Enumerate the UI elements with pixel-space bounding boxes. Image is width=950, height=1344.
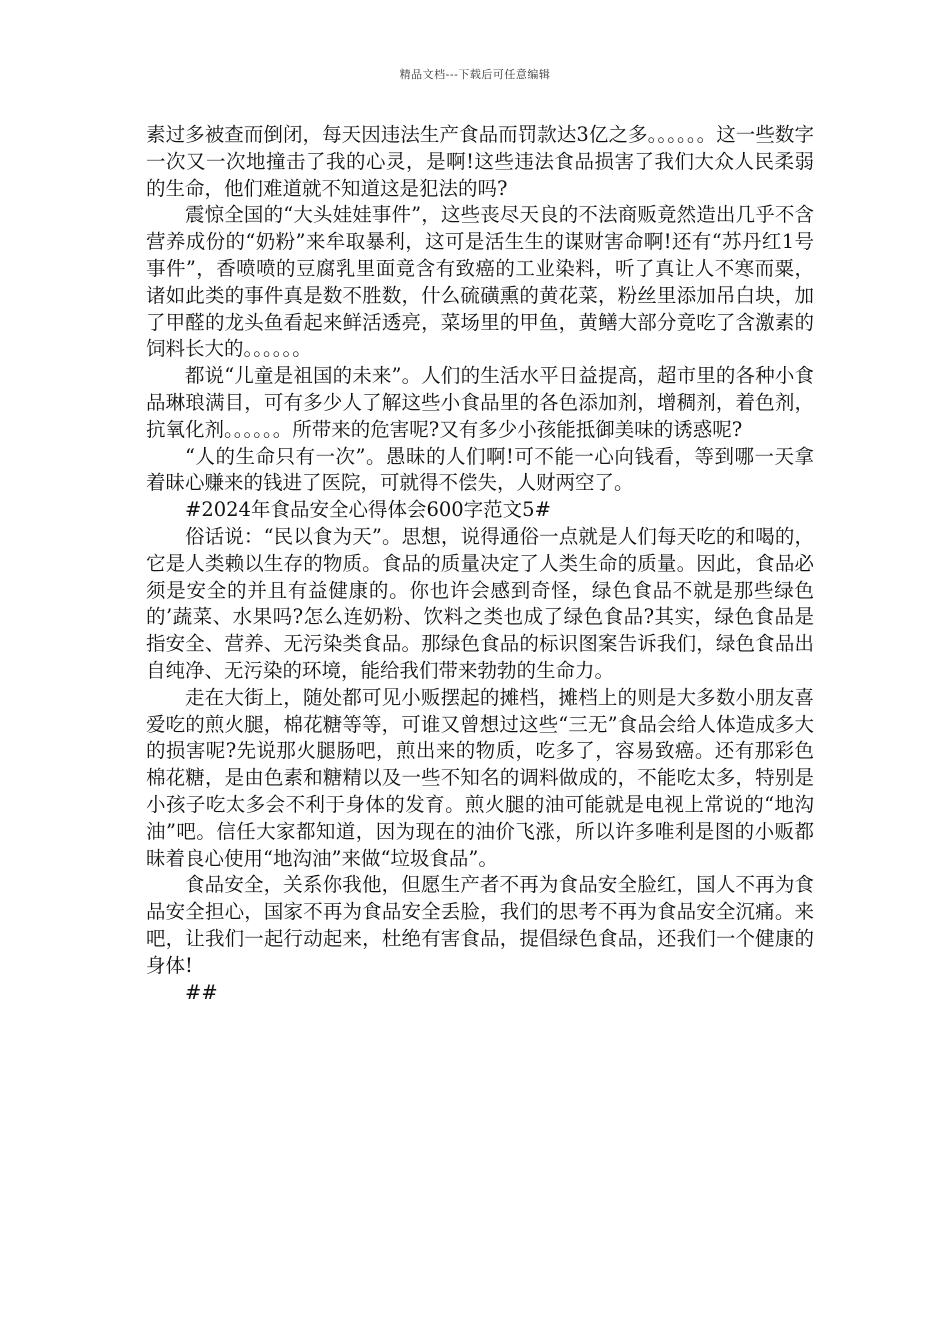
paragraph: “人的生命只有一次”。愚昧的人们啊!可不能一心向钱看，等到哪一天拿着昧心赚来的钱进了医院，可就得不偿失，人财两空了。 [146, 444, 814, 495]
document-body [146, 122, 814, 1006]
paragraph: 食品安全，关系你我他，但愿生产者不再为食品安全脸红，国人不再为食品安全担心，国家不再为食品安全丢脸，我们的思考不再为食品安全沉痛。来吧，让我们一起行动起来，杜绝有害食品，提倡绿色食品，还我们一个健康的身体! [146, 873, 814, 977]
page-header: 精品文档---下载后可任意编辑 [399, 68, 551, 81]
paragraph-continuation: 素过多被查而倒闭，每天因违法生产食品而罚款达3亿之多。。。。。。这一些数字一次又一次地撞击了我的心灵，是啊!这些违法食品损害了我们大众人民柔弱的生命，他们难道就不知道这是犯法的吗? [146, 123, 814, 200]
paragraph: 俗话说：“民以食为天”。思想，说得通俗一点就是人们每天吃的和喝的，它是人类赖以生存的物质。食品的质量决定了人类生命的质量。因此，食品必须是安全的并且有益健康的。你也许会感到奇怪，绿色食品不就是那些绿色的’蔬菜、水果吗?怎么连奶粉、饮料之类也成了绿色食品?其实，绿色食品是指安全、营养、无污染类食品。那绿色食品的标识图案告诉我们，绿色食品出自纯净、无污染的环境，能给我们带来勃勃的生命力。 [146, 524, 814, 682]
section-heading: #2024年食品安全心得体会600字范文5# [185, 498, 551, 522]
paragraph: 走在大街上，随处都可见小贩摆起的摊档，摊档上的则是大多数小朋友喜爱吃的煎火腿，棉花糖等等，可谁又曾想过这些“三无”食品会给人体造成多大的损害呢?先说那火腿肠吧，煎出来的物质，吃多了，容易致癌。还有那彩色棉花糖，是由色素和糖精以及一些不知名的调料做成的，不能吃太多，特别是小孩子吃太多会不利于身体的发育。煎火腿的油可能就是电视上常说的“地沟油”吧。信任大家都知道，因为现在的油价飞涨，所以许多唯利是图的小贩都昧着良心使用“地沟油”来做“垃圾食品”。 [146, 685, 814, 870]
end-marker: ## [185, 980, 218, 1004]
paragraph: 震惊全国的“大头娃娃事件”，这些丧尽天良的不法商贩竟然造出几乎不含营养成份的“奶粉”来牟取暴利，这可是活生生的谋财害命啊!还有“苏丹红1号事件”，香喷喷的豆腐乳里面竟含有致癌的工业染料，听了真让人不寒而粟，诸如此类的事件真是数不胜数，什么硫磺熏的黄花菜，粉丝里添加吊白块，加了甲醛的龙头鱼看起来鲜活透亮，菜场里的甲鱼，黄鳝大部分竟吃了含激素的饲料长大的。。。。。。 [146, 203, 814, 361]
paragraph: 都说“儿童是祖国的未来”。人们的生活水平日益提高，超市里的各种小食品琳琅满目，可有多少人了解这些小食品里的各色添加剂，增稠剂，着色剂，抗氧化剂。。。。。。所带来的危害呢?又有多少小孩能抵御美味的诱惑呢? [146, 364, 814, 441]
